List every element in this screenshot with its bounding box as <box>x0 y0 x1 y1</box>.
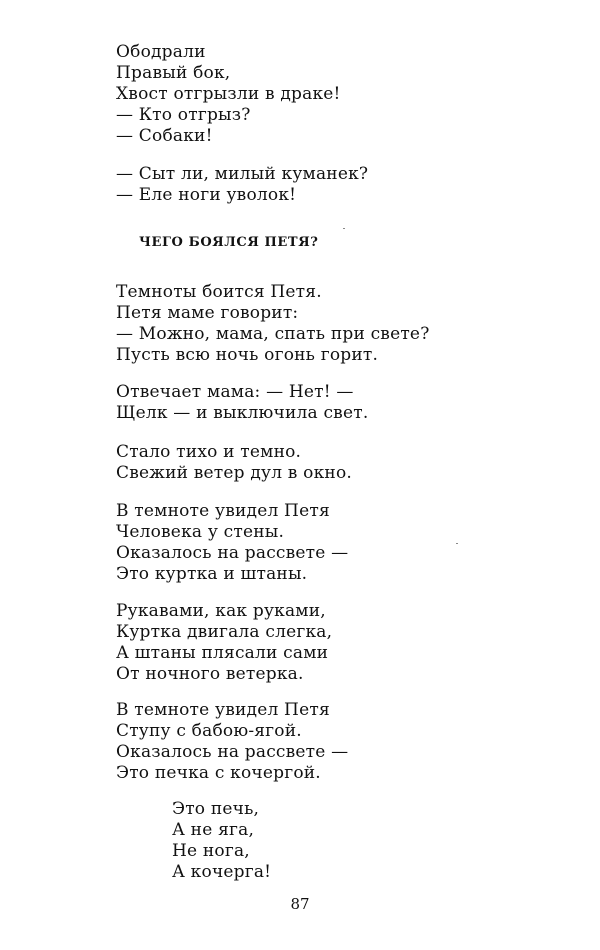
stanza-previous-poem-2 <box>116 164 368 206</box>
poem-line: Петя маме говорит: <box>116 303 299 323</box>
print-speck <box>343 228 345 229</box>
poem-line: В темноте увидел Петя <box>116 700 330 720</box>
poem-line: Пусть всю ночь огонь горит. <box>116 345 379 365</box>
poem-line: Отвечает мама: — Нет! — <box>116 382 354 402</box>
poem-line: — Кто отгрыз? <box>116 105 251 125</box>
stanza-4 <box>116 501 348 585</box>
poem-line: Куртка двигала слегка, <box>116 622 333 642</box>
poem-line: А не яга, <box>172 820 255 840</box>
print-speck <box>456 543 458 544</box>
poem-line: Это печка с кочергой. <box>116 763 321 783</box>
poem-line: Человека у стены. <box>116 522 285 542</box>
poem-line: А кочерга! <box>172 862 272 882</box>
page-number: 87 <box>290 895 310 913</box>
poem-title: ЧЕГО БОЯЛСЯ ПЕТЯ? <box>139 235 319 250</box>
poem-line: Оказалось на рассвете — <box>116 543 349 563</box>
poem-line: — Сыт ли, милый куманек? <box>116 164 369 184</box>
poem-line: Не нога, <box>172 841 250 861</box>
poem-line: — Можно, мама, спать при свете? <box>116 324 430 344</box>
poem-line: Это куртка и штаны. <box>116 564 308 584</box>
poem-line: Стало тихо и темно. <box>116 442 302 462</box>
stanza-previous-poem-1 <box>116 42 341 147</box>
poem-line: Темноты боится Петя. <box>116 282 322 302</box>
poem-line: Ступу с бабою-ягой. <box>116 721 302 741</box>
stanza-7 <box>172 799 271 883</box>
poem-line: Правый бок, <box>116 63 231 83</box>
poem-line: В темноте увидел Петя <box>116 501 330 521</box>
poem-line: А штаны плясали сами <box>116 643 329 663</box>
stanza-5 <box>116 601 332 685</box>
stanza-6 <box>116 700 348 784</box>
poem-line: Хвост отгрызли в драке! <box>116 84 341 104</box>
poem-line: От ночного ветерка. <box>116 664 304 684</box>
poem-line: — Собаки! <box>116 126 213 146</box>
poem-line: — Еле ноги уволок! <box>116 185 297 205</box>
poem-line: Рукавами, как руками, <box>116 601 326 621</box>
poem-line: Это печь, <box>172 799 260 819</box>
poem-line: Ободрали <box>116 42 206 62</box>
stanza-3 <box>116 442 352 484</box>
stanza-1 <box>116 282 430 366</box>
poem-line: Свежий ветер дул в окно. <box>116 463 353 483</box>
stanza-2 <box>116 382 368 424</box>
poem-line: Оказалось на рассвете — <box>116 742 349 762</box>
poem-line: Щелк — и выключила свет. <box>116 403 369 423</box>
